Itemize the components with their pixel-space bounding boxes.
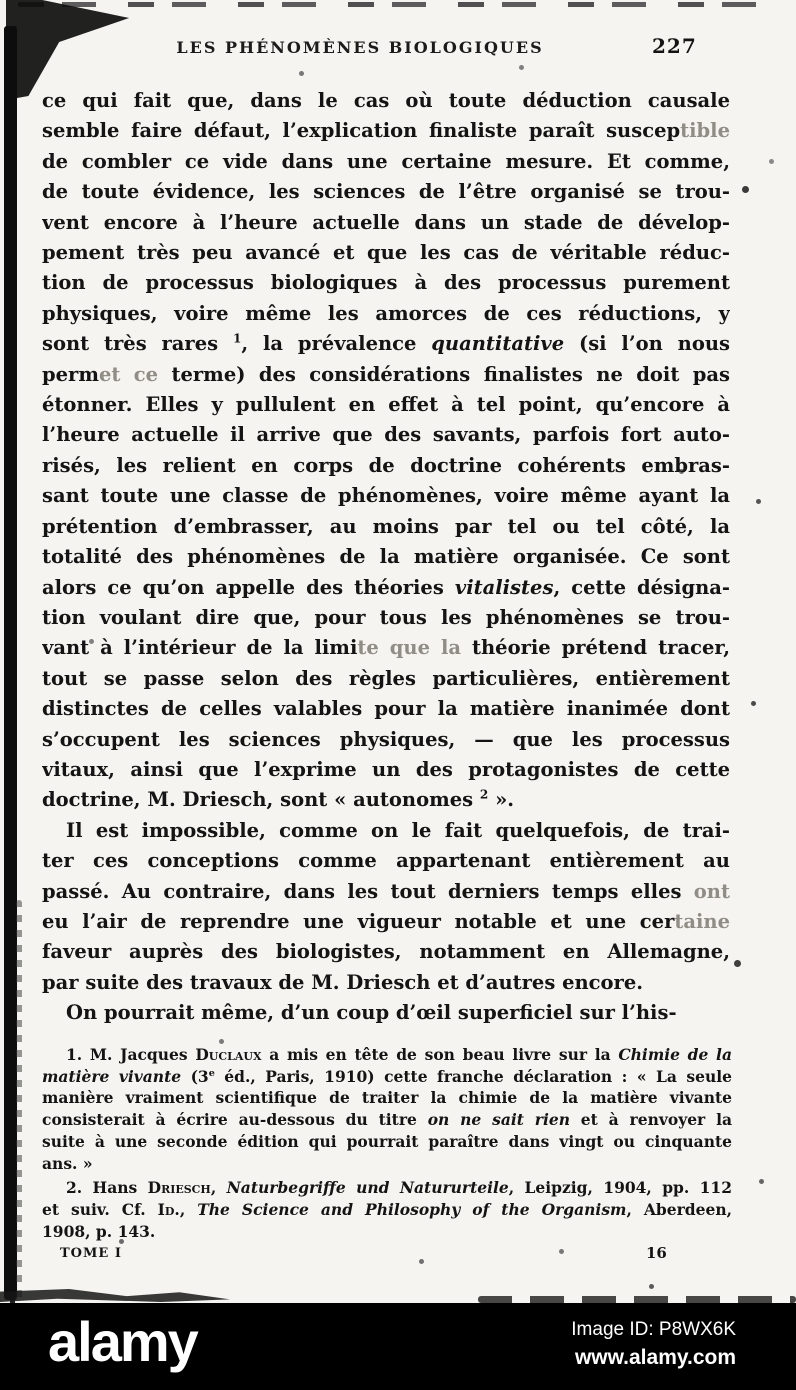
text-segment: Duclaux (195, 1045, 262, 1064)
page-number: 227 (652, 34, 697, 58)
scan-artifact-binding-noise (16, 900, 22, 1320)
text-line: 1. M. Jacques Duclaux a mis en tête de son beau livre sur la Chimie de la (66, 1045, 732, 1064)
text-segment: te que la (357, 636, 461, 660)
text-line: 2. Hans Driesch, Naturbegriffe und Natururteile, Leipzig, 1904, pp. 112 (66, 1178, 732, 1198)
scan-artifact-top-smudge (18, 2, 770, 7)
text-line: tion de processus biologiques à des processus purement (42, 271, 730, 295)
text-line: distinctes de celles valables pour la matière inanimée dont (42, 697, 730, 721)
text-line: ter ces conceptions comme appartenant entièrement au (42, 849, 730, 873)
text-line: passé. Au contraire, dans les tout derniers temps elles ont (42, 879, 730, 903)
text-segment: Id. (157, 1199, 180, 1219)
text-line: étonner. Elles y pullulent en effet à tel point, qu’encore à (42, 393, 730, 417)
text-line: permet ce terme) des considérations finalistes ne doit pas (42, 362, 730, 386)
text-line: alors ce qu’on appelle des théories vitalistes, cette désigna- (42, 575, 730, 599)
footer-signature-number: 16 (646, 1244, 667, 1262)
text-line: de combler ce vide dans une certaine mesure. Et comme, (42, 149, 730, 173)
watermark-meta (571, 1317, 736, 1373)
scan-artifact-speckles (0, 0, 3, 3)
text-line: risés, les relient en corps de doctrine cohérents embras- (42, 453, 730, 477)
text-segment: vitalistes (454, 575, 554, 599)
text-segment: matière vivante (42, 1066, 182, 1086)
footnote-reference: 1 (232, 331, 242, 346)
text-line: consisterait à écrire au-dessous du titre on ne sait rien et à renvoyer la (42, 1110, 732, 1130)
text-line: 1908, p. 143. (42, 1221, 156, 1241)
text-segment: on ne sait rien (427, 1110, 570, 1130)
text-line: prétention d’embrasser, au moins par tel ou tel côté, la (42, 514, 730, 538)
text-line: ans. » (42, 1153, 93, 1173)
footnote-reference: e (208, 1067, 215, 1079)
text-line: sont très rares $^1$, la prévalence quantitative (si l’on nous (42, 331, 730, 356)
text-line: suite à une seconde édition qui pourrait paraître dans vingt ou cinquante (42, 1131, 732, 1151)
text-segment: et ce (98, 362, 159, 386)
footer-tome-label: TOME I (60, 1246, 122, 1261)
text-line: eu l’air de reprendre une vigueur notable et une certaine (42, 909, 730, 933)
text-line: vent encore à l’heure actuelle dans un stade de dévelop- (42, 210, 730, 234)
image-id-text: Image ID: P8WX6K (571, 1319, 736, 1340)
text-line: Il est impossible, comme on le fait quelquefois, de trai- (66, 818, 730, 842)
text-segment: taine (674, 909, 730, 933)
alamy-logo: alamy (48, 1310, 197, 1373)
footnote-1 (42, 1044, 732, 1174)
text-line: tout se passe selon des règles particulières, entièrement (42, 666, 730, 690)
footnotes-section (42, 1044, 732, 1245)
text-line: de toute évidence, les sciences de l’être organisé se trou- (42, 180, 730, 204)
text-line: doctrine, M. Driesch, sont « autonomes $^2$ ». (42, 787, 515, 812)
text-segment: The Science and Philosophy of the Organism (197, 1199, 627, 1219)
text-line: totalité des phénomènes de la matière organisée. Ce sont (42, 545, 730, 569)
text-line: faveur auprès des biologistes, notamment en Allemagne, (42, 940, 730, 964)
alamy-website-text: www.alamy.com (574, 1346, 736, 1369)
watermark-bar (0, 1303, 796, 1390)
text-line: ce qui fait que, dans le cas où toute déduction causale (42, 89, 730, 112)
body-text (42, 86, 730, 1029)
running-head-title: LES PHÉNOMÈNES BIOLOGIQUES (176, 38, 544, 57)
text-line: et suiv. Cf. Id., The Science and Philosophy of the Organism, Aberdeen, (42, 1199, 732, 1219)
text-line: On pourrait même, d’un coup d’œil superficiel sur l’his- (66, 1001, 677, 1025)
text-line: manière vraiment scientifique de traiter la chimie de la matière vivante (42, 1088, 732, 1108)
text-line: sant toute une classe de phénomènes, voire même ayant la (42, 484, 730, 508)
text-line: s’occupent les sciences physiques, — que les processus (42, 727, 730, 751)
text-line: tion voulant dire que, pour tous les phénomènes se trou- (42, 605, 730, 629)
text-line: vitaux, ainsi que l’exprime un des protagonistes de cette (42, 757, 730, 781)
text-line: pement très peu avancé et que les cas de véritable réduc- (42, 241, 730, 265)
text-segment: Naturbegriffe und Natururteile (226, 1178, 509, 1198)
text-segment: Chimie de la (618, 1045, 732, 1064)
scan-artifact-bottom-smudge-left (0, 1289, 230, 1302)
footnote-reference: 2 (479, 787, 489, 802)
text-line: par suite des travaux de M. Driesch et d’autres encore. (42, 970, 644, 994)
text-line: l’heure actuelle il arrive que des savants, parfois fort auto- (42, 423, 730, 447)
text-line: matière vivante (3e éd., Paris, 1910) cette franche déclaration : « La seule (42, 1066, 732, 1086)
text-segment: quantitative (431, 332, 565, 356)
text-segment: tible (680, 119, 730, 143)
text-segment: Driesch (147, 1178, 211, 1198)
text-segment: ont (693, 879, 730, 903)
text-line: physiques, voire même les amorces de ces réductions, y (42, 301, 730, 325)
footnote-2 (42, 1177, 732, 1242)
text-line: semble faire défaut, l’explication finaliste paraît susceptible (42, 119, 730, 143)
text-line: vant à l’intérieur de la limite que la théorie prétend tracer, (42, 636, 730, 660)
scan-artifact-bottom-smudge-right (478, 1296, 796, 1303)
